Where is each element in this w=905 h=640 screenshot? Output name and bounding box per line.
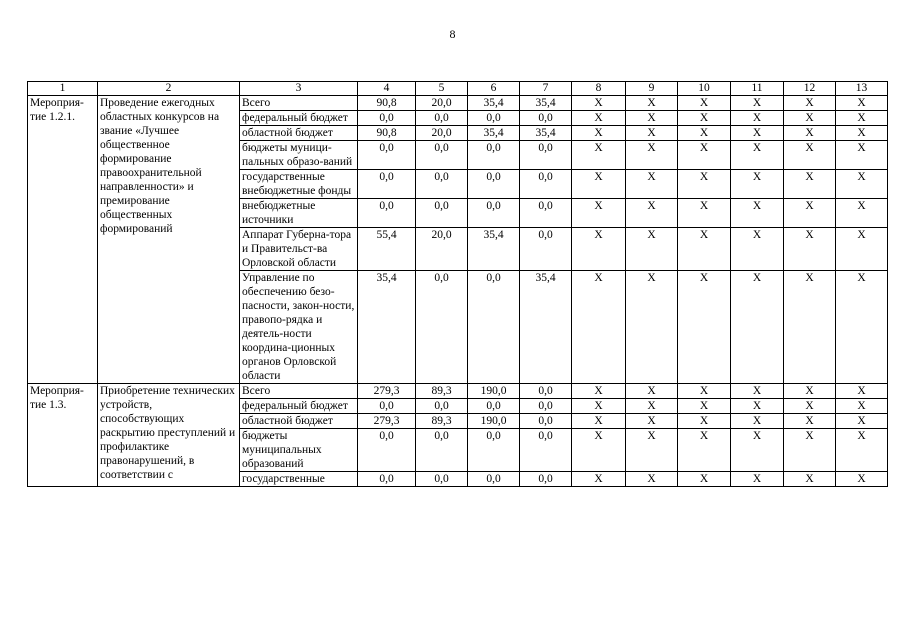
amount-cell: 20,0 — [416, 228, 468, 271]
x-mark-cell: Х — [836, 271, 888, 384]
amount-cell: 0,0 — [468, 111, 520, 126]
amount-cell: 0,0 — [520, 170, 572, 199]
amount-cell: 90,8 — [358, 96, 416, 111]
x-mark-cell: Х — [731, 472, 784, 487]
amount-cell: 279,3 — [358, 384, 416, 399]
funding-source: бюджеты муници-пальных образо-ваний — [240, 141, 358, 170]
funding-source: Всего — [240, 384, 358, 399]
funding-source: бюджеты муниципальных образований — [240, 429, 358, 472]
x-mark-cell: Х — [731, 228, 784, 271]
page-number: 8 — [449, 27, 456, 41]
header-cell: 10 — [678, 82, 731, 96]
x-mark-cell: Х — [784, 111, 836, 126]
amount-cell: 0,0 — [520, 199, 572, 228]
amount-cell: 0,0 — [520, 228, 572, 271]
x-mark-cell: Х — [572, 141, 626, 170]
x-mark-cell: Х — [784, 228, 836, 271]
funding-source: областной бюджет — [240, 414, 358, 429]
x-mark-cell: Х — [836, 126, 888, 141]
x-mark-cell: Х — [572, 414, 626, 429]
header-cell: 7 — [520, 82, 572, 96]
amount-cell: 0,0 — [358, 170, 416, 199]
amount-cell: 0,0 — [520, 141, 572, 170]
x-mark-cell: Х — [626, 199, 678, 228]
funding-source: Управление по обеспечению безо-пасности, закон-ности, правопо-рядка и деятель-ности координа-ционных органов Орловской области — [240, 271, 358, 384]
x-mark-cell: Х — [678, 399, 731, 414]
x-mark-cell: Х — [836, 414, 888, 429]
amount-cell: 190,0 — [468, 384, 520, 399]
x-mark-cell: Х — [626, 414, 678, 429]
amount-cell: 0,0 — [468, 271, 520, 384]
amount-cell: 0,0 — [520, 399, 572, 414]
amount-cell: 0,0 — [468, 199, 520, 228]
x-mark-cell: Х — [678, 111, 731, 126]
header-cell: 3 — [240, 82, 358, 96]
x-mark-cell: Х — [572, 111, 626, 126]
table-row — [28, 96, 888, 111]
amount-cell: 35,4 — [468, 96, 520, 111]
x-mark-cell: Х — [731, 126, 784, 141]
amount-cell: 0,0 — [416, 399, 468, 414]
amount-cell: 0,0 — [358, 199, 416, 228]
amount-cell: 35,4 — [520, 96, 572, 111]
x-mark-cell: Х — [784, 96, 836, 111]
amount-cell: 35,4 — [520, 271, 572, 384]
x-mark-cell: Х — [678, 429, 731, 472]
x-mark-cell: Х — [626, 126, 678, 141]
amount-cell: 35,4 — [468, 126, 520, 141]
amount-cell: 0,0 — [520, 472, 572, 487]
x-mark-cell: Х — [836, 472, 888, 487]
funding-source: областной бюджет — [240, 126, 358, 141]
funding-source: государственные внебюджетные фонды — [240, 170, 358, 199]
event-title: Проведение ежегодных областных конкурсов на звание «Лучшее общественное формирование правоохранительной направленности» и премирование общественных формирований — [98, 96, 240, 384]
funding-source: государственные — [240, 472, 358, 487]
funding-source: федеральный бюджет — [240, 399, 358, 414]
header-cell: 13 — [836, 82, 888, 96]
amount-cell: 0,0 — [416, 472, 468, 487]
x-mark-cell: Х — [678, 126, 731, 141]
amount-cell: 0,0 — [520, 111, 572, 126]
x-mark-cell: Х — [836, 399, 888, 414]
x-mark-cell: Х — [626, 429, 678, 472]
x-mark-cell: Х — [784, 170, 836, 199]
amount-cell: 0,0 — [468, 399, 520, 414]
amount-cell: 0,0 — [416, 170, 468, 199]
x-mark-cell: Х — [572, 126, 626, 141]
x-mark-cell: Х — [784, 384, 836, 399]
x-mark-cell: Х — [784, 271, 836, 384]
x-mark-cell: Х — [731, 399, 784, 414]
event-code: Мероприя-тие 1.2.1. — [28, 96, 98, 384]
amount-cell: 89,3 — [416, 384, 468, 399]
x-mark-cell: Х — [678, 199, 731, 228]
amount-cell: 0,0 — [520, 429, 572, 472]
amount-cell: 35,4 — [468, 228, 520, 271]
amount-cell: 190,0 — [468, 414, 520, 429]
x-mark-cell: Х — [836, 111, 888, 126]
header-cell: 4 — [358, 82, 416, 96]
amount-cell: 0,0 — [358, 399, 416, 414]
header-cell: 9 — [626, 82, 678, 96]
amount-cell: 0,0 — [416, 111, 468, 126]
x-mark-cell: Х — [731, 414, 784, 429]
amount-cell: 89,3 — [416, 414, 468, 429]
amount-cell: 0,0 — [358, 141, 416, 170]
amount-cell: 0,0 — [358, 429, 416, 472]
amount-cell: 20,0 — [416, 126, 468, 141]
x-mark-cell: Х — [678, 384, 731, 399]
x-mark-cell: Х — [572, 429, 626, 472]
amount-cell: 35,4 — [520, 126, 572, 141]
x-mark-cell: Х — [678, 271, 731, 384]
x-mark-cell: Х — [572, 399, 626, 414]
x-mark-cell: Х — [784, 399, 836, 414]
x-mark-cell: Х — [836, 141, 888, 170]
amount-cell: 0,0 — [416, 429, 468, 472]
funding-source: внебюджетные источники — [240, 199, 358, 228]
amount-cell: 20,0 — [416, 96, 468, 111]
x-mark-cell: Х — [572, 199, 626, 228]
amount-cell: 0,0 — [468, 170, 520, 199]
amount-cell: 279,3 — [358, 414, 416, 429]
header-row — [28, 82, 888, 96]
amount-cell: 0,0 — [358, 111, 416, 126]
amount-cell: 0,0 — [520, 384, 572, 399]
amount-cell: 0,0 — [468, 472, 520, 487]
x-mark-cell: Х — [731, 96, 784, 111]
funding-source: Всего — [240, 96, 358, 111]
funding-table — [27, 81, 888, 487]
x-mark-cell: Х — [731, 199, 784, 228]
x-mark-cell: Х — [731, 271, 784, 384]
amount-cell: 0,0 — [416, 199, 468, 228]
x-mark-cell: Х — [731, 111, 784, 126]
x-mark-cell: Х — [626, 399, 678, 414]
amount-cell: 0,0 — [416, 141, 468, 170]
table-row — [28, 384, 888, 399]
x-mark-cell: Х — [784, 429, 836, 472]
amount-cell: 0,0 — [416, 271, 468, 384]
x-mark-cell: Х — [572, 228, 626, 271]
amount-cell: 90,8 — [358, 126, 416, 141]
x-mark-cell: Х — [626, 96, 678, 111]
x-mark-cell: Х — [836, 199, 888, 228]
x-mark-cell: Х — [626, 170, 678, 199]
amount-cell: 0,0 — [520, 414, 572, 429]
x-mark-cell: Х — [836, 170, 888, 199]
x-mark-cell: Х — [784, 472, 836, 487]
x-mark-cell: Х — [572, 170, 626, 199]
x-mark-cell: Х — [626, 111, 678, 126]
x-mark-cell: Х — [836, 384, 888, 399]
event-code: Мероприя-тие 1.3. — [28, 384, 98, 487]
x-mark-cell: Х — [731, 429, 784, 472]
x-mark-cell: Х — [678, 170, 731, 199]
event-title: Приобретение технических устройств, способствующих раскрытию преступлений и профилактике правонарушений, в соответствии с — [98, 384, 240, 487]
x-mark-cell: Х — [836, 96, 888, 111]
x-mark-cell: Х — [731, 170, 784, 199]
amount-cell: 0,0 — [468, 141, 520, 170]
x-mark-cell: Х — [678, 472, 731, 487]
x-mark-cell: Х — [572, 96, 626, 111]
x-mark-cell: Х — [626, 271, 678, 384]
header-cell: 8 — [572, 82, 626, 96]
amount-cell: 0,0 — [468, 429, 520, 472]
x-mark-cell: Х — [678, 96, 731, 111]
x-mark-cell: Х — [626, 472, 678, 487]
funding-source: федеральный бюджет — [240, 111, 358, 126]
x-mark-cell: Х — [572, 271, 626, 384]
x-mark-cell: Х — [626, 141, 678, 170]
header-cell: 6 — [468, 82, 520, 96]
x-mark-cell: Х — [678, 414, 731, 429]
x-mark-cell: Х — [626, 228, 678, 271]
x-mark-cell: Х — [572, 472, 626, 487]
header-cell: 1 — [28, 82, 98, 96]
funding-source: Аппарат Губерна-тора и Правительст-ва Орловской области — [240, 228, 358, 271]
x-mark-cell: Х — [784, 414, 836, 429]
x-mark-cell: Х — [784, 126, 836, 141]
x-mark-cell: Х — [572, 384, 626, 399]
x-mark-cell: Х — [678, 228, 731, 271]
amount-cell: 35,4 — [358, 271, 416, 384]
x-mark-cell: Х — [678, 141, 731, 170]
amount-cell: 55,4 — [358, 228, 416, 271]
x-mark-cell: Х — [784, 199, 836, 228]
amount-cell: 0,0 — [358, 472, 416, 487]
x-mark-cell: Х — [836, 228, 888, 271]
header-cell: 5 — [416, 82, 468, 96]
header-cell: 2 — [98, 82, 240, 96]
x-mark-cell: Х — [731, 141, 784, 170]
x-mark-cell: Х — [784, 141, 836, 170]
header-cell: 12 — [784, 82, 836, 96]
header-cell: 11 — [731, 82, 784, 96]
x-mark-cell: Х — [731, 384, 784, 399]
x-mark-cell: Х — [836, 429, 888, 472]
x-mark-cell: Х — [626, 384, 678, 399]
